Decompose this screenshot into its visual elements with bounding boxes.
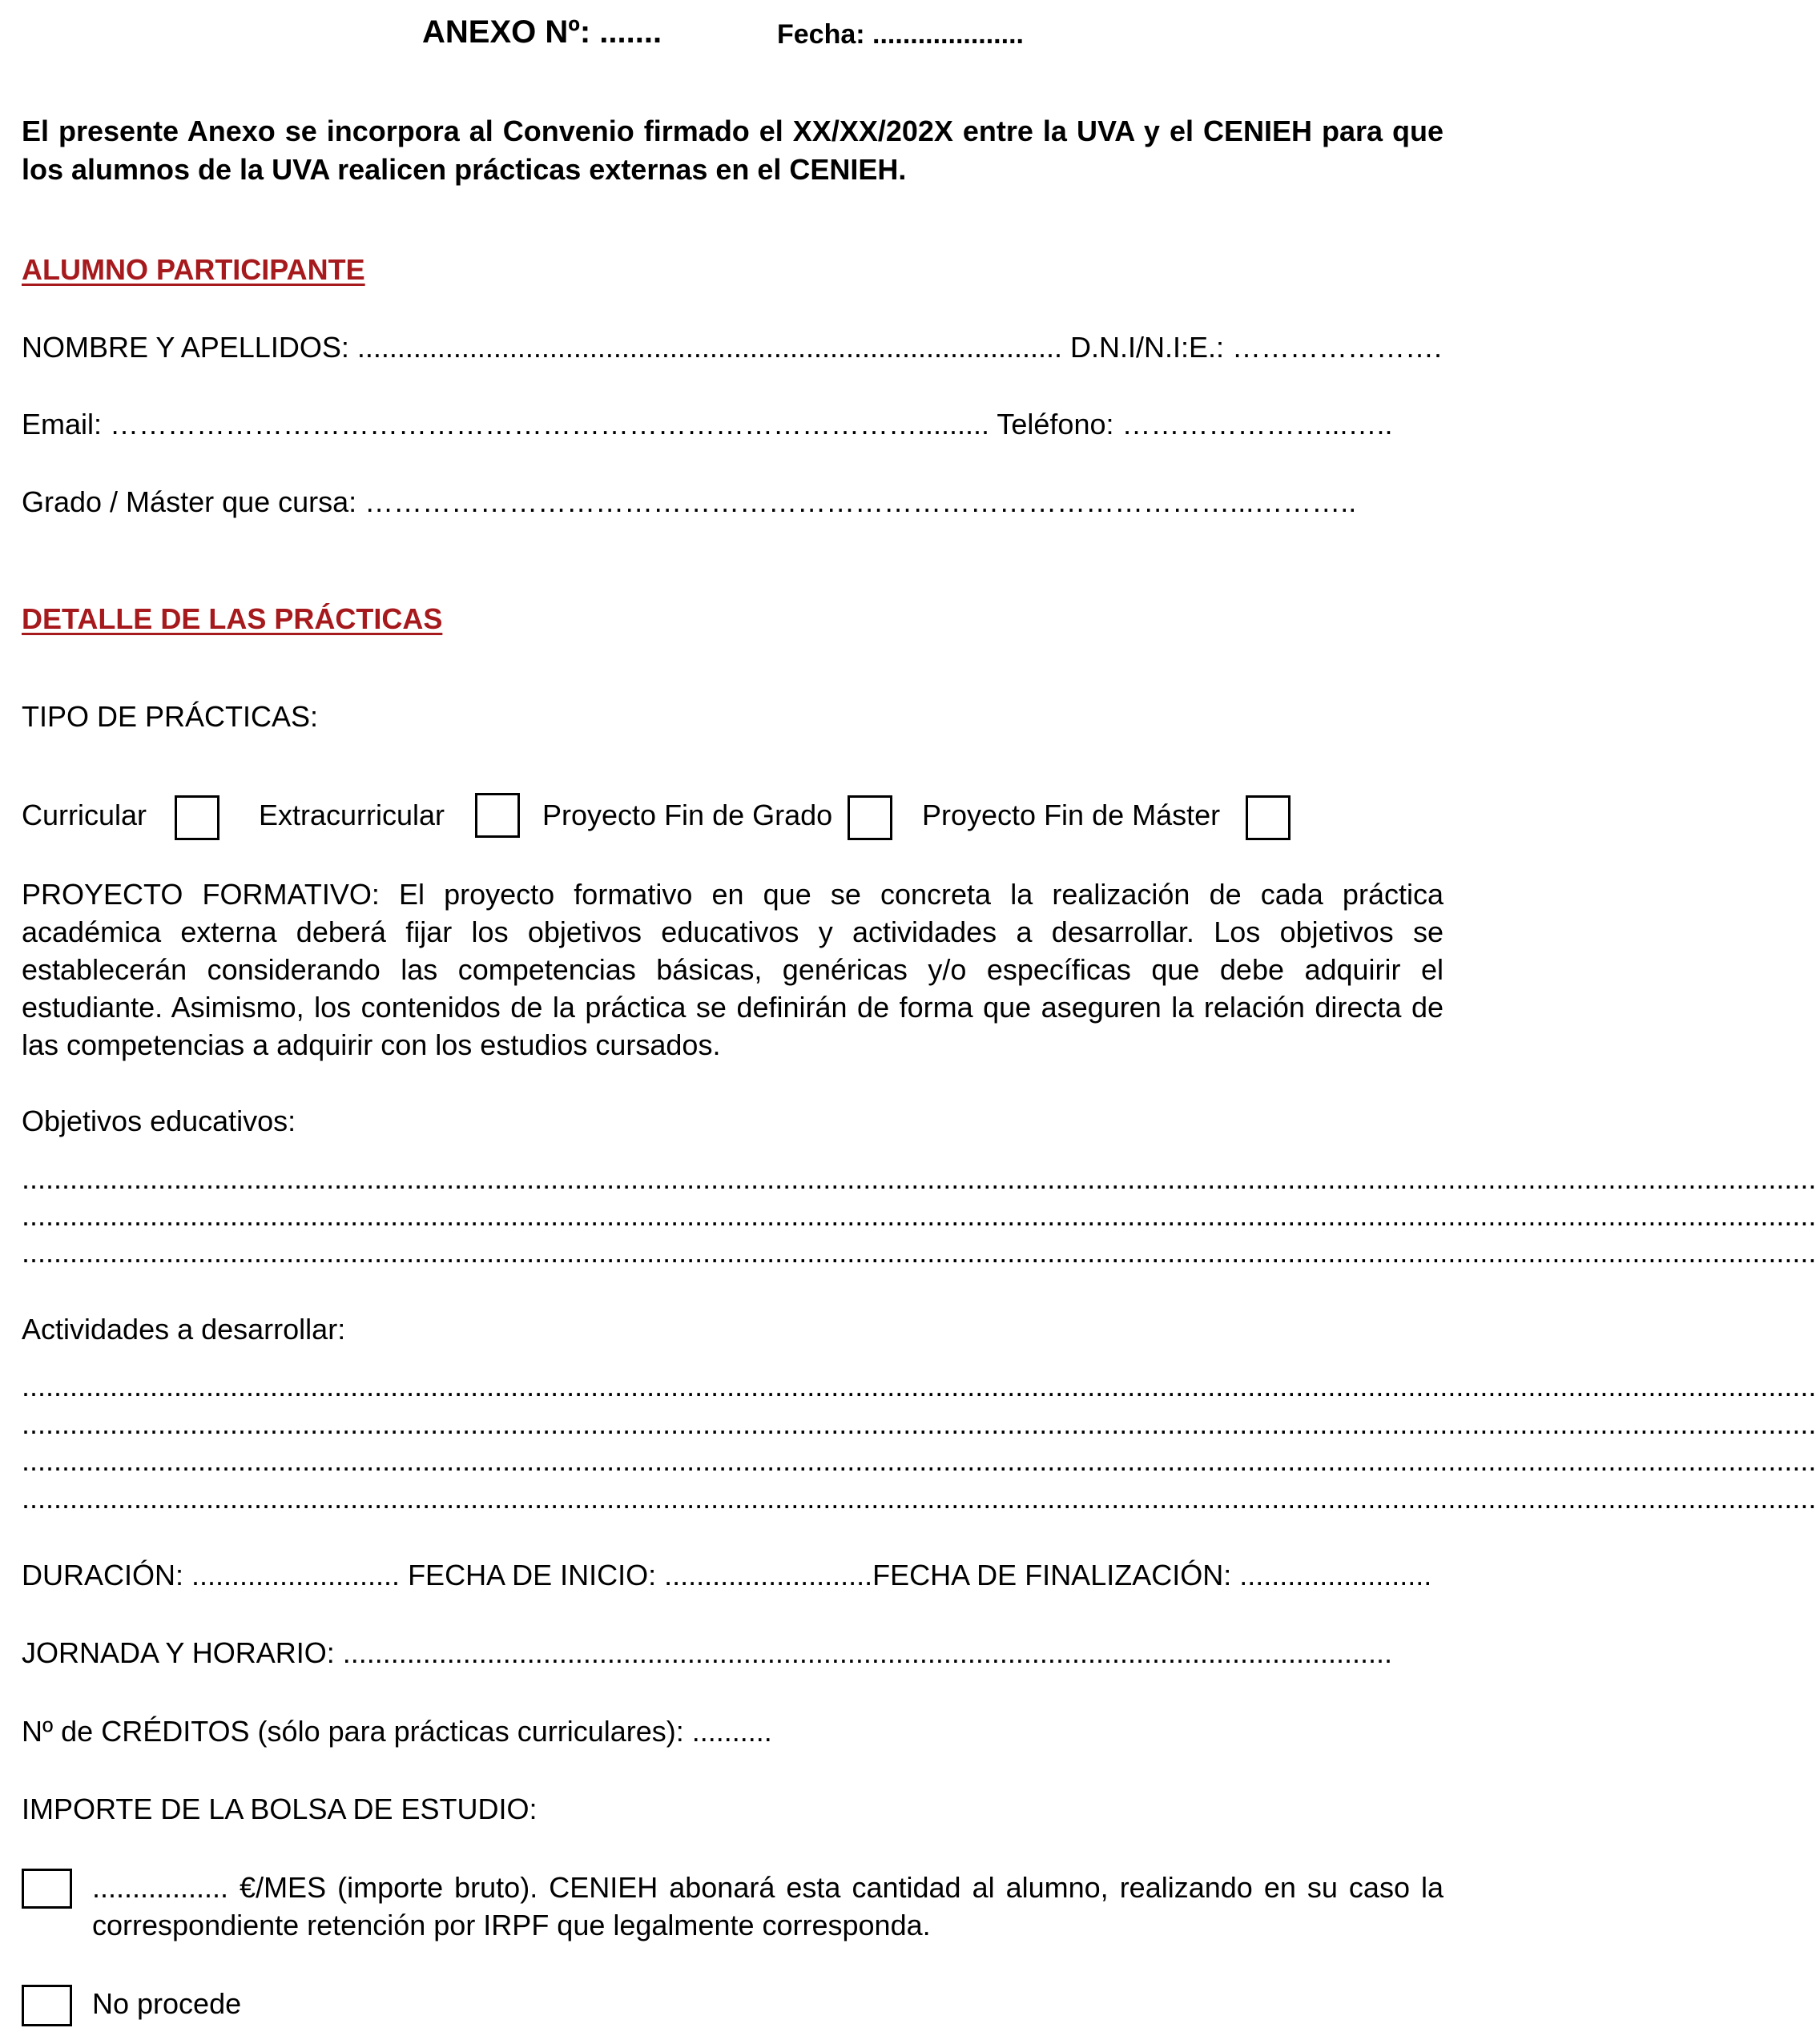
email-telefono-line[interactable]: Email: …………………………………………………………………………......... Teléfono: …………………...….. bbox=[22, 408, 1393, 441]
annex-title: ANEXO Nº: ....... bbox=[422, 14, 662, 50]
objetivos-line-3[interactable]: ................................................................................................................................................................................................................................ bbox=[22, 1236, 1816, 1269]
importe-option-text: ................. €/MES (importe bruto). CENIEH abonará esta cantidad al alumno, realizando en su caso la correspondiente retención por IRPF que legalmente corresponda. bbox=[92, 1871, 1444, 1941]
option-curricular-label: Curricular bbox=[22, 799, 147, 831]
section-title-alumno: ALUMNO PARTICIPANTE bbox=[22, 253, 365, 286]
section-title-detalle: DETALLE DE LAS PRÁCTICAS bbox=[22, 602, 443, 635]
jornada-horario-line[interactable]: JORNADA Y HORARIO: ................................................................................................................................... bbox=[22, 1636, 1393, 1669]
grado-master-line[interactable]: Grado / Máster que cursa: ………………………………………………………………………………...……….. bbox=[22, 485, 1357, 518]
checkbox-no-procede[interactable] bbox=[22, 1985, 72, 2026]
checkbox-proyecto-fin-grado[interactable] bbox=[848, 795, 892, 840]
actividades-line-4[interactable]: ................................................................................................................................................................................................................................ bbox=[22, 1482, 1816, 1515]
intro-paragraph: El presente Anexo se incorpora al Convenio firmado el XX/XX/202X entre la UVA y el CENIEH para que los alumnos de la UVA realicen prácticas externas en el CENIEH. bbox=[22, 115, 1444, 186]
actividades-line-1[interactable]: ................................................................................................................................................................................................................................ bbox=[22, 1370, 1816, 1402]
checkbox-proyecto-fin-master[interactable] bbox=[1246, 795, 1291, 840]
date-field-label: Fecha: .................... bbox=[777, 19, 1024, 50]
checkbox-importe[interactable] bbox=[22, 1869, 72, 1909]
actividades-line-2[interactable]: ................................................................................................................................................................................................................................ bbox=[22, 1407, 1816, 1440]
checkbox-curricular[interactable] bbox=[175, 795, 219, 840]
actividades-line-3[interactable]: ................................................................................................................................................................................................................................ bbox=[22, 1444, 1816, 1477]
objetivos-label: Objetivos educativos: bbox=[22, 1104, 296, 1137]
actividades-label: Actividades a desarrollar: bbox=[22, 1313, 346, 1346]
option-pfm-label: Proyecto Fin de Máster bbox=[922, 799, 1221, 831]
nombre-dni-line[interactable]: NOMBRE Y APELLIDOS: ........................................................................................ D.N.I/N.I:E.: …………………. bbox=[22, 331, 1443, 364]
creditos-line[interactable]: Nº de CRÉDITOS (sólo para prácticas curriculares): .......... bbox=[22, 1715, 772, 1748]
checkbox-extracurricular[interactable] bbox=[475, 793, 520, 838]
option-pfg-label: Proyecto Fin de Grado bbox=[542, 799, 833, 831]
tipo-practicas-label: TIPO DE PRÁCTICAS: bbox=[22, 700, 319, 733]
objetivos-line-2[interactable]: ................................................................................................................................................................................................................................ bbox=[22, 1199, 1816, 1232]
no-procede-label: No procede bbox=[92, 1987, 242, 2020]
duracion-fechas-line[interactable]: DURACIÓN: .......................... FECHA DE INICIO: ..........................FECHA DE FINALIZACIÓN: ........................ bbox=[22, 1559, 1432, 1591]
option-extracurricular-label: Extracurricular bbox=[259, 799, 445, 831]
proyecto-formativo-paragraph: PROYECTO FORMATIVO: El proyecto formativo en que se concreta la realización de cada práctica académica externa deberá fijar los objetivos educativos y actividades a desarrollar. Los objetivos se establecerán considerando las competencias básicas, genéricas y/o específicas que debe adquirir el estudiante. Asimismo, los contenidos de la práctica se definirán de forma que aseguren la relación directa de las competencias a adquirir con los estudios cursados. bbox=[22, 878, 1444, 1061]
importe-label: IMPORTE DE LA BOLSA DE ESTUDIO: bbox=[22, 1793, 538, 1825]
objetivos-line-1[interactable]: ................................................................................................................................................................................................................................ bbox=[22, 1162, 1816, 1195]
